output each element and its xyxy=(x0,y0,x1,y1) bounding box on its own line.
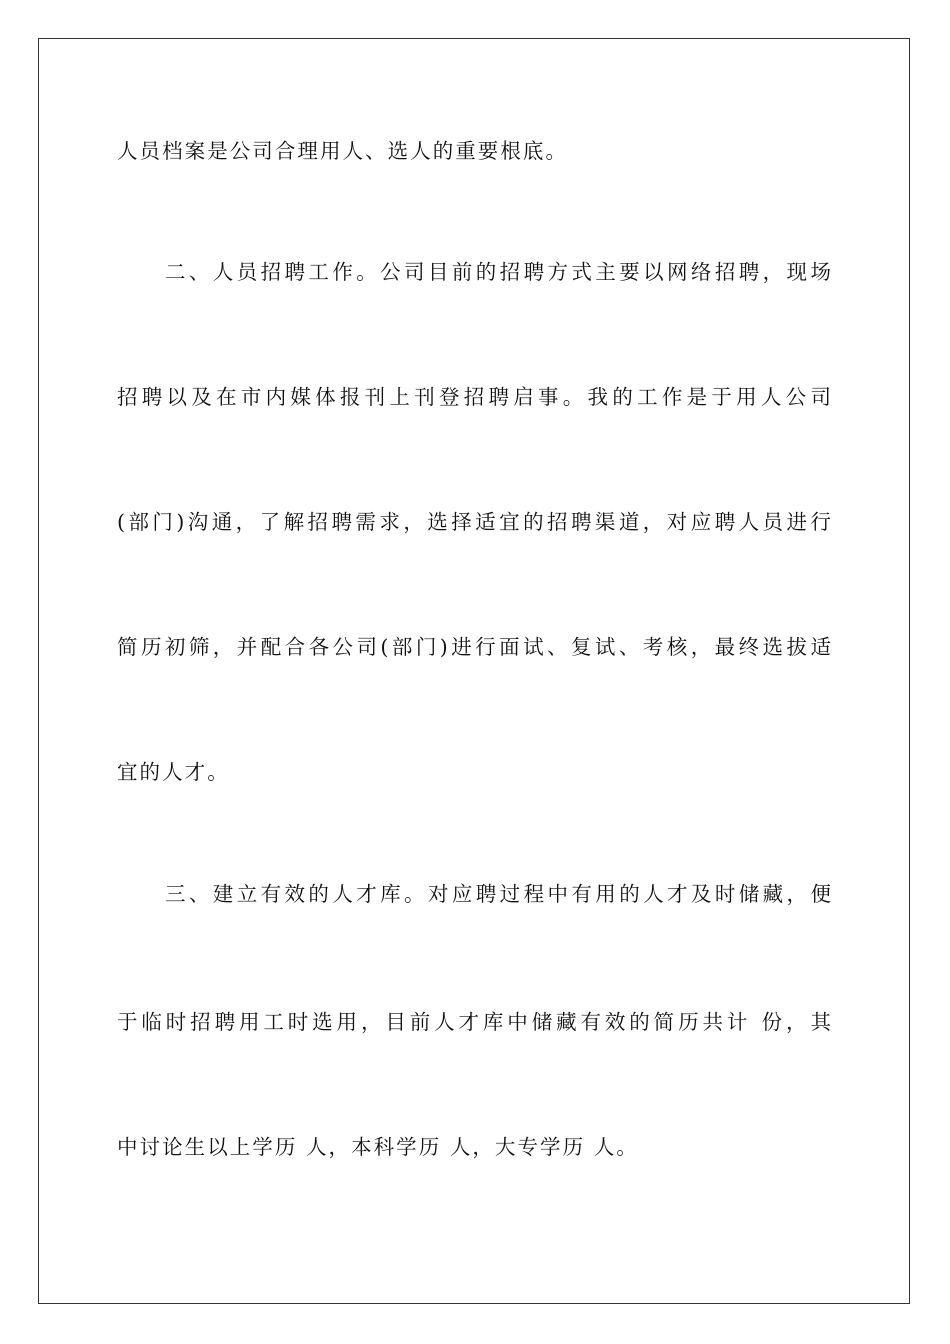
paragraph-2-line-4: 简历初筛，并配合各公司(部门)进行面试、复试、考核，最终选拔适 xyxy=(117,635,833,659)
paragraph-2-line-5: 宜的人才。 xyxy=(117,760,230,784)
paragraph-3-line-2: 于临时招聘用工时选用，目前人才库中储藏有效的简历共计 份，其 xyxy=(117,1010,833,1034)
paragraph-2-line-3: (部门)沟通，了解招聘需求，选择适宜的招聘渠道，对应聘人员进行 xyxy=(117,510,833,534)
paragraph-3-line-3: 中讨论生以上学历 人，本科学历 人，大专学历 人。 xyxy=(117,1135,639,1159)
paragraph-1-line-1: 人员档案是公司合理用人、选人的重要根底。 xyxy=(117,139,568,163)
paragraph-2-line-1: 二、人员招聘工作。公司目前的招聘方式主要以网络招聘，现场 xyxy=(165,260,833,284)
paragraph-2-line-2: 招聘以及在市内媒体报刊上刊登招聘启事。我的工作是于用人公司 xyxy=(117,385,833,409)
page-border xyxy=(38,38,910,1304)
paragraph-3-line-1: 三、建立有效的人才库。对应聘过程中有用的人才及时储藏，便 xyxy=(165,882,833,906)
